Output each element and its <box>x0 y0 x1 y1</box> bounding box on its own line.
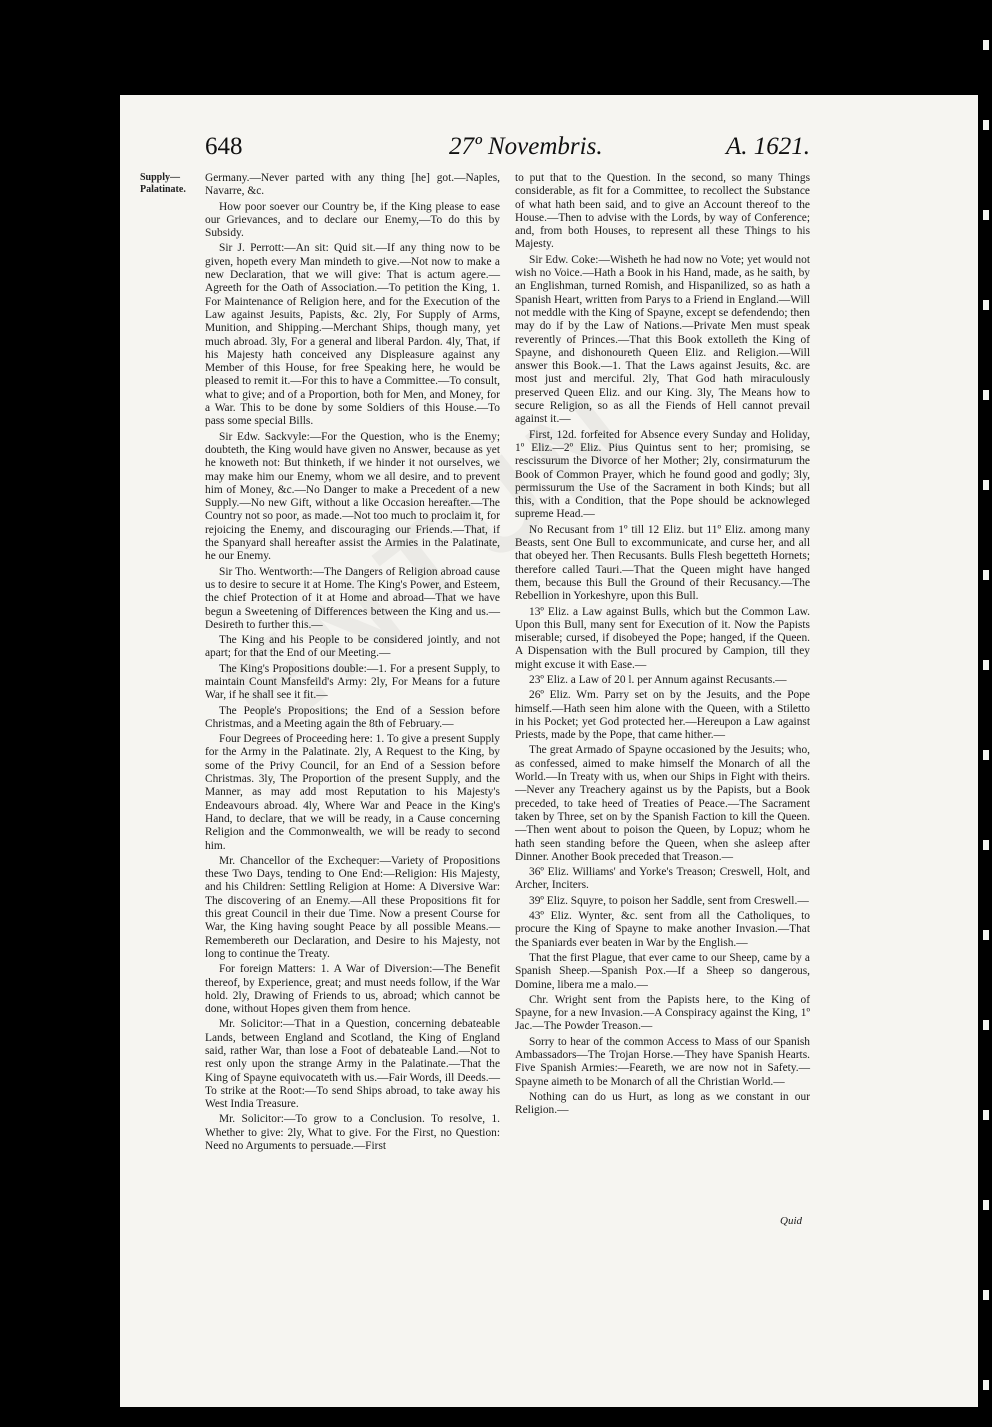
paragraph: For foreign Matters: 1. A War of Diversion:—The Benefit thereof, by Experience, great; and must needs follow, if the War hold. 2ly, Drawing of Friends to us, abroad; which cannot be done, without Hopes given them from hence. <box>205 963 500 1016</box>
paragraph: Sir Edw. Coke:—Wisheth he had now no Vote; yet would not wish no Voice.—Hath a Book in his Hand, made, as he saith, by an Englishman, turned Romish, and Hispanilized, so as hath a Spanish Heart, written from Parys to a Friend in England.—Will not meddle with the King of Spayne, except se defendendo; then may do if by the Law of Nations.—Private Men must speak reverently of Princes.—That this Book extolleth the King of Spayne, and dishonoureth Queen Eliz. and Religion.—Will answer this Book.—1. That the Laws against Jesuits, &c. are most just and merciful. 2ly, That God hath miraculously preserved Queen Eliz. and our King. 3ly, The Means how to secure Religion, so as all the Fiends of Hell cannot prevail against it.— <box>515 253 810 426</box>
paragraph: First, 12d. forfeited for Absence every Sunday and Holiday, 1º Eliz.—2º Eliz. Pius Quintus sent to her; promising, se rescissurum the Divorce of her Mother; 2ly, consirmaturum the Book of Common Prayer, which he found good and godly; 3ly, permissurum the Use of the Sacrament in both Kinds; but all this, with a Condition, that the Pope should be acknowleged supreme Head.— <box>515 428 810 521</box>
paragraph: The People's Propositions; the End of a Session before Christmas, and a Meeting again the 8th of February.— <box>205 704 500 730</box>
left-column <box>205 172 500 1155</box>
page-title: 27º Novembris. <box>449 133 603 160</box>
margin-note: Supply—Palatinate. <box>140 172 186 195</box>
paragraph: 36º Eliz. Williams' and Yorke's Treason; Creswell, Holt, and Archer, Inciters. <box>515 866 810 892</box>
catchword: Quid <box>780 1215 802 1227</box>
paragraph: Sir J. Perrott:—An sit: Quid sit.—If any thing now to be given, hopeth every Man mindeth to give.—Not now to make a new Declaration, that we will give: That is actum agere.—Agreeth for the Oath of Association.—To petition the King, 1. For Maintenance of Religion here, and for the Execution of the Law against Jesuits, Papists, &c. 2ly, For Supply of Arms, Munition, and Shipping.—Merchant Ships, though many, yet much abroad. 3ly, For a general and liberal Pardon. 4ly, That, if his Majesty hath conceived any Displeasure against any Member of this House, for free Speaking here, he would be pleased to remit it.—For this to have a Committee.—To consult, what to give; and of a Proportion, both for Men, and Money, for a War. This to be done by some Soldiers of this House.—To pass some special Bills. <box>205 242 500 428</box>
paragraph: Mr. Solicitor:—To grow to a Conclusion. To resolve, 1. Whether to give: 2ly, What to give. For the First, no Question: Need no Arguments to persuade.—First <box>205 1113 500 1153</box>
paragraph: Four Degrees of Proceeding here: 1. To give a present Supply for the Army in the Palatinate. 2ly, A Request to the King, by some of the Privy Council, for an End of a Session before Christmas. 3ly, The Proportion of the present Supply, and the Manner, as may add most Reputation to his Majesty's Endeavours abroad. 4ly, Where War and Peace in the King's Hand, to declare, that we will be ready, in a Cause concerning Religion and the Commonwealth, we will be ready to second him. <box>205 733 500 852</box>
paragraph: Germany.—Never parted with any thing [he] got.—Naples, Navarre, &c. <box>205 172 500 198</box>
paragraph: How poor soever our Country be, if the King please to ease our Grievances, and to declare our Enemy,—To do this by Subsidy. <box>205 200 500 240</box>
paragraph: 43º Eliz. Wynter, &c. sent from all the Catholiques, to procure the King of Spayne to make another Invasion.—That the Spaniards ever beaten in War by the English.— <box>515 910 810 949</box>
paragraph: Mr. Chancellor of the Exchequer:—Variety of Propositions these Two Days, tending to One End:—Religion: His Majesty, and his Children: Settling Religion at Home: A Diversive War: The discovering of an Enemy.—All these Propositions fit for this great Council in their due Time. Now a present Course for War, the King having sought Peace by all possible Means.—Remembereth our Declaration, and Desire to his Majesty, not long to continue the Treaty. <box>205 854 500 960</box>
paragraph: to put that to the Question. In the second, so many Things considerable, as fit for a Committee, to recollect the Substance of what hath been said, and to give an Account thereof to the House.—Then to advise with the Lords, by way of Conference; and, from both Houses, to represent all these Things to his Majesty. <box>515 172 810 251</box>
paragraph: The King and his People to be considered jointly, and not apart; for that the End of our Meeting.— <box>205 634 500 660</box>
paragraph: 23º Eliz. a Law of 20 l. per Annum against Recusants.— <box>529 673 787 686</box>
paragraph: 26º Eliz. Wm. Parry set on by the Jesuits, and the Pope himself.—Hath seen him alone with the Queen, with a Stiletto in his Pocket; yet God protected her.—Hereupon a Law against Priests, made by the Pope, that came hither.— <box>515 689 810 742</box>
paragraph: The King's Propositions double:—1. For a present Supply, to maintain Count Mansfeild's Army: 2ly, For Means for a future War, if he shall see it fit.— <box>205 662 500 702</box>
page-edge <box>978 0 992 1427</box>
page-number: 648 <box>205 133 243 160</box>
paragraph: That the first Plague, that ever came to our Sheep, came by a Spanish Sheep.—Spanish Pox.—If a Sheep so dangerous, Domine, libera me a malo.— <box>515 951 810 991</box>
paragraph: Chr. Wright sent from the Papists here, to the King of Spayne, for a new Invasion.—A Conspiracy against the King, 1º Jac.—The Powder Treason.— <box>515 993 810 1033</box>
paragraph: Mr. Solicitor:—That in a Question, concerning debateable Lands, between England and Scotland, the King of England said, rather War, than lose a Foot of debateable Land.—Not to rest only upon the strange Army in the Palatinate.—That the King of Spayne equivocateth with us.—Fair Words, ill Deeds.—To strike at the Root:—To send Ships abroad, to take away his West India Treasure. <box>205 1018 500 1111</box>
paragraph: Sorry to hear of the common Access to Mass of our Spanish Ambassadors—The Trojan Horse.—They have Spanish Hearts. Five Spanish Armies:—Feareth, we are now not in Safety.—Spayne aimeth to be Monarch of all the Christian World.— <box>515 1035 810 1088</box>
paragraph: The great Armado of Spayne occasioned by the Jesuits; who, as confessed, aimed to make himself the Monarch of all the World.—In Treaty with us, when our Ships in Fight with theirs.—Never any Treachery against us by the Papists, but a Book preceded, to take heed of Treaties of Peace.—The Sacrament taken by Three, set on by the Spanish Faction to kill the Queen.—Then went about to poison the Queen, by Lopuz; whom he hath seen standing before the Queen, when she asleep after Dinner. Another Book preceded that Treason.— <box>515 744 810 863</box>
paragraph: Sir Edw. Sackvyle:—For the Question, who is the Enemy; doubteth, the King would have given no Answer, because as yet he knoweth not: But thinketh, if we hinder it not ourselves, we may make him our Enemy, whom we all desire, and to prevent him of Money, &c.—No Danger to make a Precedent of a new Supply.—No new Gift, without a like Occasion hereafter.—The Country not so poor, as made.—Not too much to proclaim it, for rejoicing the Enemy, and discouraging our Friends.—That, if the Spanyard shall hereafter assist the Armies in the Palatinate, he our Enemy. <box>205 430 500 563</box>
page-header <box>205 133 810 173</box>
right-column <box>515 172 810 1119</box>
page-year: A. 1621. <box>725 133 810 160</box>
paragraph: 39º Eliz. Squyre, to poison her Saddle, sent from Creswell.— <box>529 894 809 907</box>
paragraph: Sir Tho. Wentworth:—The Dangers of Religion abroad cause us to desire to secure it at Home. The King's Power, and Esteem, the chief Protection of it at Home and abroad—That we have begun a Sweetening of Differences between the King and us.—Desireth to further this.— <box>205 565 500 631</box>
paragraph: 13º Eliz. a Law against Bulls, which but the Common Law. Upon this Bull, many sent for Execution of it. Now the Papists miserable; cursed, if disobeyed the Pope; hanged, if the Queen. A Dispensation with the Bull procured by Campion, till they might excuse it with Ease.— <box>515 605 810 671</box>
paragraph: No Recusant from 1º till 12 Eliz. but 11º Eliz. among many Beasts, sent One Bull to excommunicate, and curse her, and all that obeyed her. Then Recusants. Bulls Flesh begetteth Hornets; therefore called Tauri.—That the Queen might have hanged them, because this Bull the Ground of their Recusancy.—The Rebellion in Yorkeshyre, upon this Bull. <box>515 523 810 603</box>
paragraph: Nothing can do us Hurt, as long as we constant in our Religion.— <box>515 1090 810 1117</box>
